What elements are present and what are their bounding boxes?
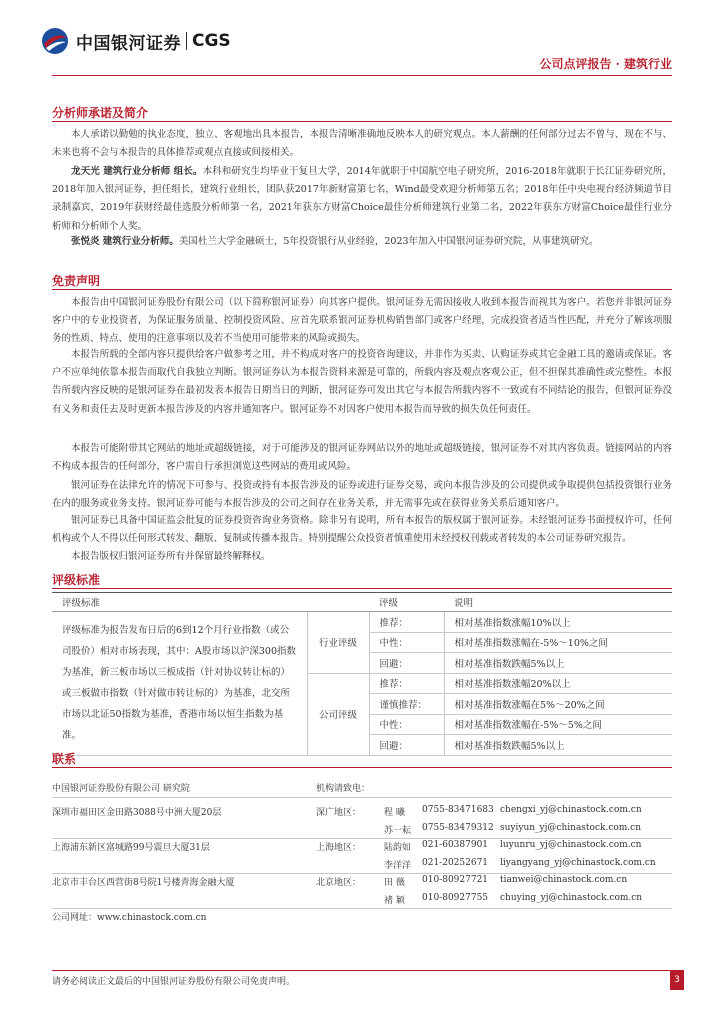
contact-email[interactable]: liyangyang_yj@chinastock.com.cn [500,858,656,868]
company-rating-buy: 推荐： [369,673,444,694]
contact-email[interactable]: luyunru_yj@chinastock.com.cn [500,840,642,850]
industry-rating-neutral-desc: 相对基准指数涨幅在-5%～10%之间 [444,632,672,653]
header-divider [52,75,672,76]
industry-rating-avoid-desc: 相对基准指数跌幅5%以上 [444,653,672,674]
contact-email[interactable]: tianwei@chinastock.com.cn [500,875,628,885]
analyst-bio-2 [52,233,672,251]
company-rating-buy-desc: 相对基准指数涨幅20%以上 [444,673,672,694]
company-rating-cautious: 谨慎推荐： [369,694,444,715]
logo-text-en: CGS [192,31,231,51]
contact-phone: 010-80927721 [422,875,489,885]
contact-section-title: 联系 [52,752,77,766]
footer-disclaimer-note: 请务必阅读正文最后的中国银河证券股份有限公司免责声明。 [52,977,296,987]
industry-rating-buy: 推荐： [369,612,444,633]
contact-section-divider [52,767,672,768]
contact-phone: 021-60387901 [422,840,489,850]
company-website[interactable]: 公司网址：www.chinastock.com.cn [52,913,207,923]
page-number: 3 [670,970,684,990]
header-rating: 评级 [369,593,444,612]
company-rating-avoid: 回避： [369,735,444,756]
disclaimer-paragraph-3: 本报告可能附带其它网站的地址或超级链接，对于可能涉及的银河证券网站以外的地址或超级链接，银河证券不对其内容负责。链接网站的内容不构成本报告的任何部分，客户需自行承担浏览这些网站的费用或风险。 [52,443,672,473]
company-rating-cautious-desc: 相对基准指数涨幅在5%～20%之间 [444,694,672,715]
company-rating-neutral: 中性： [369,714,444,735]
galaxy-logo-icon [40,26,70,56]
industry-rating-avoid: 回避： [369,653,444,674]
company-rating-avoid-desc: 相对基准指数跌幅5%以上 [444,735,672,756]
company-rating-neutral-desc: 相对基准指数涨幅在-5%～5%之间 [444,714,672,735]
report-type: 公司点评报告 · 建筑行业 [539,57,672,71]
office-address: 上海浦东新区富城路99号震旦大厦31层 [52,843,210,853]
website-row [52,910,672,926]
company-logo [40,26,231,56]
analyst-1-bio-text: 本科和研究生均毕业于复旦大学，2014年就职于中国航空电子研究所，2016-2018年就职于长江证券研究所，2018年加入银河证券，担任组长，建筑行业组长，团队获2017年新财富第七名，Wind最受欢迎分析师第五名；2018年任中央电视台经济频道节目录制嘉宾，2019年获财经最佳选股分析师第一名，2021年获东方财富Choice最佳分析师建筑行业第二名，2022年获东方财富Choice最佳行业分析师和分析师个人奖。 [52,166,672,232]
office-row [52,805,672,821]
contact-phone: 010-80927755 [422,893,489,903]
contact-name: 程 曦 [384,808,405,818]
disclaimer-paragraph-1: 本报告由中国银河证券股份有限公司（以下简称银河证券）向其客户提供。银河证券无需因接收人收到本报告而视其为客户。若您并非银河证券客户中的专业投资者，为保证服务质量、控制投资风险、应首先联系银河证券机构销售部门或客户经理，完成投资者适当性匹配，并充分了解该项服务的性质、特点、使用的注意事项以及若不当使用可能带来的风险或损失。 [52,297,672,345]
industry-rating-label: 行业评级 [307,612,369,674]
header-standard: 评级标准 [52,593,307,612]
rating-table-header [52,593,672,612]
contact-name: 褚 颖 [384,896,405,906]
office-row [52,823,672,839]
contact-phone: 021-20252671 [422,858,489,868]
rating-section-title: 评级标准 [52,573,101,587]
disclaimer-paragraph-6: 本报告版权归银河证券所有并保留最终解释权。 [71,551,271,562]
contact-name: 陆韵如 [384,843,412,853]
rating-table [52,592,672,756]
office-region: 深广地区： [316,808,362,818]
office-row [52,893,672,909]
office-row [52,875,672,891]
contact-email[interactable]: chengxi_yj@chinastock.com.cn [500,805,642,815]
page-header [0,0,724,80]
header-description: 说明 [444,593,672,612]
contact-name: 苏一耘 [384,826,412,836]
contact-header-row [52,781,672,797]
disclaimer-paragraph-5: 银河证券已具备中国证监会批复的证券投资咨询业务资格。除非另有说明，所有本报告的版权属于银河证券。未经银河证券书面授权许可，任何机构或个人不得以任何形式转发、翻版、复制或传播本报告。特别提醒公众投资者慎重使用未经授权刊载或者转发的本公司证券研究报告。 [52,515,672,545]
logo-divider [186,32,187,50]
office-address: 北京市丰台区西营街8号院1号楼青海金融大厦 [52,878,235,888]
analyst-statement: 本人承诺以勤勉的执业态度，独立、客观地出具本报告，本报告清晰准确地反映本人的研究观点。本人薪酬的任何部分过去不曾与、现在不与、未来也将不会与本报告的具体推荐或观点直接或间接相关。 [52,129,672,159]
table-row [52,612,672,633]
office-row [52,840,672,856]
company-rating-label: 公司评级 [307,673,369,755]
analyst-section-divider [52,121,672,122]
disclaimer-section-title: 免责声明 [52,274,101,288]
office-row [52,858,672,874]
sales-contact-header: 机构请致电： [316,784,371,794]
disclaimer-section-divider [52,289,672,290]
analyst-1-name: 龙天光 建筑行业分析师 组长。 [71,166,203,177]
industry-rating-neutral: 中性： [369,632,444,653]
footer-divider [52,970,672,971]
contact-name: 李洋洋 [384,861,412,871]
disclaimer-paragraph-2: 本报告所载的全部内容只提供给客户做参考之用，并不构成对客户的投资咨询建议，并非作为买卖、认购证券或其它金融工具的邀请或保证。客户不应单纯依靠本报告而取代自我独立判断。银河证券认为本报告资料来源是可靠的，所载内容及观点客观公正，但不担保其准确性或完整性。本报告所载内容反映的是银河证券在最初发表本报告日期当日的判断，银河证券可发出其它与本报告所载内容不一致或有不同结论的报告，但银河证券没有义务和责任去及时更新本报告涉及的内容并通知客户。银河证券不对因客户使用本报告而导致的损失负任何责任。 [52,349,672,415]
contact-email[interactable]: suyiyun_yj@chinastock.com.cn [500,823,642,833]
rating-criteria-text: 评级标准为报告发布日后的6到12个月行业指数（或公司股价）相对市场表现，其中：A股市场以沪深300指数为基准，新三板市场以三板成指（针对协议转让标的）或三板做市指数（针对做市转让标的）为基准，北交所市场以北证50指数为基准，香港市场以恒生指数为基准。 [52,612,307,756]
logo-text-cn: 中国银河证券 [76,33,181,54]
office-region: 北京地区： [316,878,362,888]
analyst-2-name: 张悦炎 建筑行业分析师。 [71,236,179,247]
office-region: 上海地区： [316,843,362,853]
analyst-2-bio-text: 美国杜兰大学金融硕士，5年投资银行从业经验，2023年加入中国银河证券研究院，从事建筑研究。 [178,236,599,247]
research-institute-name: 中国银河证券股份有限公司 研究院 [52,784,190,794]
analyst-bio-1 [52,163,672,236]
industry-rating-buy-desc: 相对基准指数涨幅10%以上 [444,612,672,633]
rating-section-divider [52,588,672,589]
contact-name: 田 薇 [384,878,405,888]
office-address: 深圳市福田区金田路3088号中洲大厦20层 [52,808,222,818]
contact-email[interactable]: chuying_yj@chinastock.com.cn [500,893,643,903]
disclaimer-paragraph-4: 银河证券在法律允许的情况下可参与、投资或持有本报告涉及的证券或进行证券交易，或向本报告涉及的公司提供或争取提供包括投资银行业务在内的服务或业务支持。银河证券可能与本报告涉及的公司之间存在业务关系，并无需事先或在获得业务关系后通知客户。 [52,480,672,510]
analyst-section-title: 分析师承诺及简介 [52,106,149,120]
contact-phone: 0755-83471683 [422,805,494,815]
contact-phone: 0755-83479312 [422,823,494,833]
